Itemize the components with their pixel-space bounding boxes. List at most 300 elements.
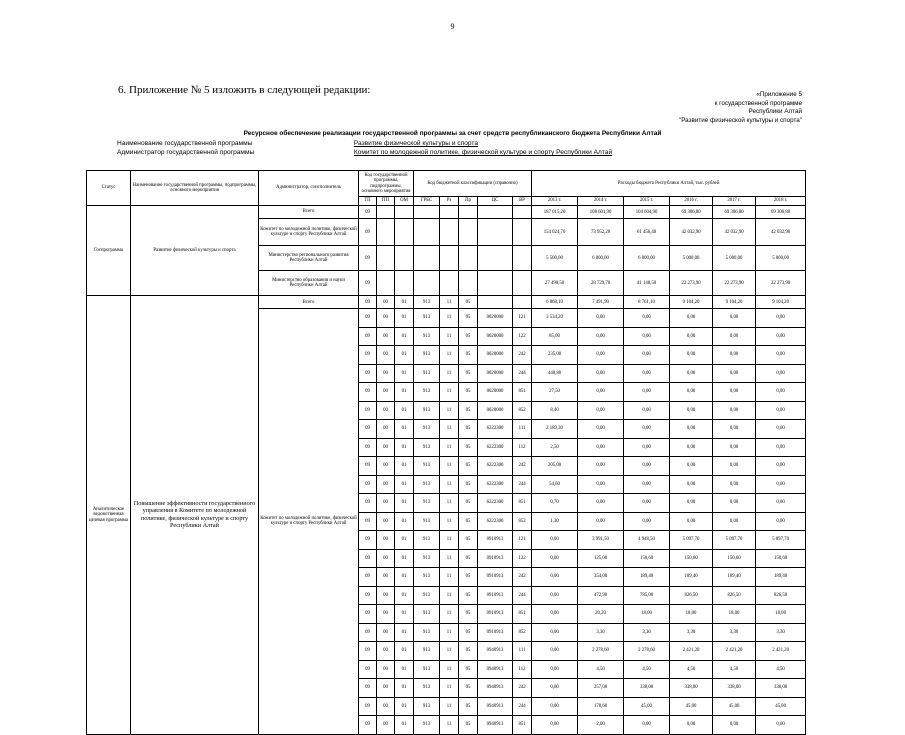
grbs-cell: 913: [414, 475, 440, 494]
amount-cell: 2 421,20: [670, 642, 713, 661]
gp-cell: 09: [359, 420, 377, 439]
amount-cell: 5 500,00: [532, 246, 578, 271]
om-cell: 01: [395, 494, 414, 513]
amount-cell: 22 273,90: [670, 271, 713, 296]
amount-cell: 54,60: [532, 475, 578, 494]
pr-cell: 05: [459, 642, 478, 661]
amount-cell: 27 490,50: [532, 271, 578, 296]
header-name: Наименование государственной программы, подпрограммы, основного мероприятия: [131, 171, 259, 206]
amount-cell: 69 306,80: [756, 206, 806, 219]
vr-cell: 242: [513, 457, 532, 476]
gp-cell: 09: [359, 219, 377, 246]
pr-cell: 05: [459, 475, 478, 494]
amount-cell: 189,40: [624, 568, 670, 587]
om-cell: 01: [395, 457, 414, 476]
pr-cell: 05: [459, 512, 478, 531]
grbs-cell: 913: [414, 697, 440, 716]
rz-cell: 11: [440, 327, 459, 346]
amount-cell: 9 104,20: [756, 296, 806, 309]
grbs-cell: 913: [414, 296, 440, 309]
amount-cell: 4,50: [756, 660, 806, 679]
amount-cell: 0,00: [756, 475, 806, 494]
amount-cell: 22 273,90: [713, 271, 756, 296]
gp-cell: 09: [359, 327, 377, 346]
program-name-label: Наименование государственной программы: [117, 140, 253, 147]
rz-cell: 11: [440, 716, 459, 735]
resource-table: [86, 170, 806, 735]
om-cell: 01: [395, 549, 414, 568]
vr-cell: 851: [513, 605, 532, 624]
cs-cell: 0910913: [478, 531, 513, 550]
amount-cell: 61 456,40: [624, 219, 670, 246]
vr-cell: 852: [513, 623, 532, 642]
cs-cell: 0940913: [478, 697, 513, 716]
amount-cell: 27,50: [532, 383, 578, 402]
amount-cell: 0,00: [624, 327, 670, 346]
amount-cell: 178,60: [578, 697, 624, 716]
empty-cell: [459, 246, 478, 271]
rz-cell: 11: [440, 309, 459, 328]
header-2017: 2017 г.: [713, 197, 756, 206]
om-cell: 01: [395, 716, 414, 735]
amount-cell: 0,00: [532, 549, 578, 568]
header-grbs: ГРБС: [414, 197, 440, 206]
cs-cell: 0020000: [478, 309, 513, 328]
amount-cell: 0,00: [670, 327, 713, 346]
amount-cell: 205,00: [532, 457, 578, 476]
administrator-label: Администратор государственной программы: [117, 149, 255, 156]
grbs-cell: 913: [414, 605, 440, 624]
gp-cell: 09: [359, 383, 377, 402]
om-cell: 01: [395, 605, 414, 624]
amount-cell: 45,00: [756, 697, 806, 716]
amount-cell: 354,00: [578, 568, 624, 587]
gp-cell: 09: [359, 512, 377, 531]
pr-cell: 05: [459, 531, 478, 550]
amount-cell: 0,00: [670, 475, 713, 494]
rz-cell: 11: [440, 586, 459, 605]
table-row-total: [87, 296, 806, 309]
amount-cell: 0,00: [713, 327, 756, 346]
amount-cell: 257,00: [578, 679, 624, 698]
amount-cell: 0,00: [670, 309, 713, 328]
cs-cell: 6222300: [478, 512, 513, 531]
amount-cell: 0,00: [578, 346, 624, 365]
amount-cell: 338,00: [624, 679, 670, 698]
empty-cell: [478, 296, 513, 309]
pr-cell: 05: [459, 364, 478, 383]
vr-cell: 242: [513, 568, 532, 587]
amount-cell: 0,00: [756, 327, 806, 346]
empty-cell: [395, 219, 414, 246]
om-cell: 01: [395, 697, 414, 716]
vr-cell: 244: [513, 475, 532, 494]
amount-cell: 2 278,60: [578, 642, 624, 661]
amount-cell: 150,60: [670, 549, 713, 568]
amount-cell: 0,00: [532, 605, 578, 624]
pp-cell: 00: [377, 642, 395, 661]
amount-cell: 0,00: [756, 401, 806, 420]
amount-cell: 0,00: [578, 494, 624, 513]
pp-cell: 00: [377, 475, 395, 494]
vr-cell: 244: [513, 697, 532, 716]
amount-cell: 0,00: [756, 494, 806, 513]
amount-cell: 9 104,20: [670, 296, 713, 309]
section-heading: 6. Приложение № 5 изложить в следующей редакции:: [118, 84, 371, 96]
amount-cell: 0,00: [670, 512, 713, 531]
grbs-cell: 913: [414, 383, 440, 402]
amount-cell: 2 421,20: [756, 642, 806, 661]
amount-cell: 0,00: [713, 475, 756, 494]
header-2015: 2015 г.: [624, 197, 670, 206]
cs-cell: 0910913: [478, 549, 513, 568]
vr-cell: 112: [513, 660, 532, 679]
amount-cell: 0,00: [578, 420, 624, 439]
gp-cell: 09: [359, 642, 377, 661]
gp-cell: 09: [359, 457, 377, 476]
amount-cell: 0,00: [756, 383, 806, 402]
rz-cell: 11: [440, 494, 459, 513]
gp-cell: 09: [359, 679, 377, 698]
amount-cell: 4 948,50: [624, 531, 670, 550]
amount-cell: 0,00: [713, 438, 756, 457]
amount-cell: 3,30: [670, 623, 713, 642]
amount-cell: 0,00: [756, 457, 806, 476]
amount-cell: 0,70: [532, 494, 578, 513]
cs-cell: 6222300: [478, 475, 513, 494]
cs-cell: 0940913: [478, 660, 513, 679]
om-cell: 01: [395, 309, 414, 328]
gp-cell: 09: [359, 309, 377, 328]
amount-cell: 0,00: [713, 512, 756, 531]
cs-cell: 0910913: [478, 568, 513, 587]
amount-cell: 0,00: [624, 475, 670, 494]
status-cell: Госпрограмма: [87, 206, 131, 296]
amount-cell: 69 306,80: [670, 206, 713, 219]
amount-cell: 338,00: [756, 679, 806, 698]
cs-cell: 0940913: [478, 642, 513, 661]
amount-cell: 0,00: [713, 364, 756, 383]
header-cs: ЦС: [478, 197, 513, 206]
amount-cell: 0,00: [756, 309, 806, 328]
pr-cell: 05: [459, 697, 478, 716]
amount-cell: 5 000,00: [713, 246, 756, 271]
pp-cell: 00: [377, 296, 395, 309]
amount-cell: 0,00: [532, 716, 578, 735]
om-cell: 01: [395, 568, 414, 587]
amount-cell: 0,00: [756, 346, 806, 365]
amount-cell: 108 601,90: [578, 206, 624, 219]
cs-cell: 0020000: [478, 327, 513, 346]
pp-cell: 00: [377, 309, 395, 328]
pp-cell: 00: [377, 401, 395, 420]
name-cell: Повышение эффективности государственного управления в Комитете по молодежной политике, физической культуре и спорту Республики Алтай: [131, 296, 259, 735]
pr-cell: 05: [459, 457, 478, 476]
cs-cell: 6222300: [478, 438, 513, 457]
rz-cell: 11: [440, 364, 459, 383]
amount-cell: 18,00: [670, 605, 713, 624]
amount-cell: 0,00: [532, 697, 578, 716]
amount-cell: 0,00: [532, 568, 578, 587]
amount-cell: 0,00: [670, 438, 713, 457]
empty-cell: [395, 246, 414, 271]
grbs-cell: 913: [414, 549, 440, 568]
vr-cell: 242: [513, 346, 532, 365]
vr-cell: 852: [513, 401, 532, 420]
rz-cell: 11: [440, 679, 459, 698]
program-name-value: Развитие физической культуры и спорта: [353, 140, 479, 147]
grbs-cell: 913: [414, 716, 440, 735]
amount-cell: 150,60: [713, 549, 756, 568]
amount-cell: 42 032,90: [670, 219, 713, 246]
amount-cell: 3 991,50: [578, 531, 624, 550]
amount-cell: 826,50: [670, 586, 713, 605]
report-title: Ресурсное обеспечение реализации государственной программы за счет средств республиканского бюджета Республики Алтай: [243, 130, 662, 137]
amount-cell: 42 032,90: [713, 219, 756, 246]
gp-cell: 09: [359, 660, 377, 679]
amount-cell: 0,00: [756, 716, 806, 735]
amount-cell: 0,00: [578, 457, 624, 476]
grbs-cell: 913: [414, 309, 440, 328]
grbs-cell: 913: [414, 679, 440, 698]
appendix-reference: [562, 91, 802, 125]
amount-cell: 6 000,00: [624, 246, 670, 271]
grbs-cell: 913: [414, 586, 440, 605]
header-2016: 2016 г.: [670, 197, 713, 206]
cs-cell: 0020000: [478, 364, 513, 383]
amount-cell: 150,60: [624, 549, 670, 568]
cs-cell: 6222300: [478, 494, 513, 513]
amount-cell: 0,00: [713, 383, 756, 402]
amount-cell: 125,00: [578, 549, 624, 568]
amount-cell: 0,00: [713, 494, 756, 513]
vr-cell: 851: [513, 494, 532, 513]
pp-cell: 00: [377, 623, 395, 642]
empty-cell: [513, 246, 532, 271]
gp-cell: 09: [359, 296, 377, 309]
empty-cell: [513, 206, 532, 219]
amount-cell: 85,00: [532, 327, 578, 346]
amount-cell: 6 000,00: [578, 246, 624, 271]
admin-cell: Комитет по молодежной политике, физической культуре и спорту Республики Алтай: [259, 309, 359, 735]
empty-cell: [440, 246, 459, 271]
header-om: ОМ: [395, 197, 414, 206]
administrator-value: Комитет по молодежной политике, физической культуре и спорту Республики Алтай: [353, 149, 613, 156]
amount-cell: 0,00: [670, 716, 713, 735]
amount-cell: 0,00: [670, 346, 713, 365]
om-cell: 01: [395, 660, 414, 679]
pr-cell: 05: [459, 296, 478, 309]
amount-cell: 5 097,70: [756, 531, 806, 550]
empty-cell: [440, 271, 459, 296]
amount-cell: 785,00: [624, 586, 670, 605]
vr-cell: 111: [513, 642, 532, 661]
cs-cell: 0020000: [478, 401, 513, 420]
amount-cell: 42 032,90: [756, 219, 806, 246]
table-row: [87, 206, 806, 219]
amount-cell: 150,60: [756, 549, 806, 568]
amount-cell: 0,00: [670, 383, 713, 402]
amount-cell: 2,00: [578, 716, 624, 735]
amount-cell: 235,00: [532, 346, 578, 365]
pr-cell: 05: [459, 605, 478, 624]
amount-cell: 0,00: [578, 383, 624, 402]
vr-cell: 121: [513, 309, 532, 328]
grbs-cell: 913: [414, 364, 440, 383]
page-number: 9: [450, 22, 455, 31]
amount-cell: 338,00: [670, 679, 713, 698]
amount-cell: 4,50: [713, 660, 756, 679]
amount-cell: 0,00: [578, 475, 624, 494]
amount-cell: 0,00: [578, 327, 624, 346]
amount-cell: 0,00: [670, 420, 713, 439]
vr-cell: 851: [513, 716, 532, 735]
amount-cell: 3,30: [713, 623, 756, 642]
header-2014: 2014 г.: [578, 197, 624, 206]
amount-cell: 0,00: [670, 401, 713, 420]
rz-cell: 11: [440, 420, 459, 439]
amount-cell: 0,00: [713, 346, 756, 365]
rz-cell: 11: [440, 623, 459, 642]
amount-cell: 8,40: [532, 401, 578, 420]
pp-cell: 00: [377, 420, 395, 439]
grbs-cell: 913: [414, 401, 440, 420]
gp-cell: 09: [359, 697, 377, 716]
vr-cell: 851: [513, 383, 532, 402]
amount-cell: 45,00: [713, 697, 756, 716]
vr-cell: 112: [513, 438, 532, 457]
empty-cell: [414, 219, 440, 246]
amount-cell: 0,00: [624, 309, 670, 328]
amount-cell: 8 761,10: [624, 296, 670, 309]
amount-cell: 3,30: [578, 623, 624, 642]
pr-cell: 05: [459, 420, 478, 439]
amount-cell: 18,00: [756, 605, 806, 624]
appendix-line: «Приложение 5: [756, 91, 802, 98]
gp-cell: 09: [359, 623, 377, 642]
pp-cell: 00: [377, 383, 395, 402]
amount-cell: 69 306,80: [713, 206, 756, 219]
amount-cell: 154 024,70: [532, 219, 578, 246]
om-cell: 01: [395, 438, 414, 457]
pp-cell: 00: [377, 568, 395, 587]
amount-cell: 0,00: [624, 716, 670, 735]
amount-cell: 3,30: [624, 623, 670, 642]
pr-cell: 05: [459, 346, 478, 365]
header-pp: ПП: [377, 197, 395, 206]
empty-cell: [478, 271, 513, 296]
amount-cell: 0,00: [713, 309, 756, 328]
grbs-cell: 913: [414, 531, 440, 550]
pr-cell: 05: [459, 309, 478, 328]
om-cell: 01: [395, 364, 414, 383]
vr-cell: 122: [513, 327, 532, 346]
amount-cell: 826,50: [713, 586, 756, 605]
header-2013: 2013 г.: [532, 197, 578, 206]
amount-cell: 0,00: [713, 457, 756, 476]
amount-cell: 0,00: [624, 401, 670, 420]
amount-cell: 0,00: [624, 457, 670, 476]
appendix-line: к государственной программе: [714, 99, 802, 107]
grbs-cell: 913: [414, 457, 440, 476]
gp-cell: 09: [359, 494, 377, 513]
cs-cell: 0910913: [478, 605, 513, 624]
administrator-row: [117, 149, 612, 156]
rz-cell: 11: [440, 642, 459, 661]
amount-cell: 20,20: [578, 605, 624, 624]
amount-cell: 6 868,10: [532, 296, 578, 309]
amount-cell: 0,00: [624, 420, 670, 439]
amount-cell: 5 097,70: [670, 531, 713, 550]
amount-cell: 45,00: [624, 697, 670, 716]
amount-cell: 189,40: [713, 568, 756, 587]
amount-cell: 2,50: [532, 438, 578, 457]
amount-cell: 5 000,00: [756, 246, 806, 271]
pp-cell: 00: [377, 660, 395, 679]
amount-cell: 45,00: [670, 697, 713, 716]
gp-cell: 09: [359, 271, 377, 296]
pr-cell: 05: [459, 623, 478, 642]
amount-cell: 0,00: [578, 364, 624, 383]
amount-cell: 0,00: [756, 512, 806, 531]
rz-cell: 11: [440, 568, 459, 587]
amount-cell: 2 189,30: [532, 420, 578, 439]
om-cell: 01: [395, 623, 414, 642]
amount-cell: 0,00: [713, 716, 756, 735]
cs-cell: 0020000: [478, 383, 513, 402]
cs-cell: 0940913: [478, 679, 513, 698]
amount-cell: 0,00: [578, 438, 624, 457]
admin-cell: Всего: [259, 206, 359, 219]
amount-cell: 826,50: [756, 586, 806, 605]
amount-cell: 0,00: [624, 364, 670, 383]
amount-cell: 3 534,20: [532, 309, 578, 328]
gp-cell: 09: [359, 364, 377, 383]
pr-cell: 05: [459, 549, 478, 568]
gp-cell: 09: [359, 605, 377, 624]
pp-cell: 00: [377, 327, 395, 346]
gp-cell: 09: [359, 549, 377, 568]
header-pr: Пр: [459, 197, 478, 206]
vr-cell: 244: [513, 364, 532, 383]
grbs-cell: 913: [414, 420, 440, 439]
rz-cell: 11: [440, 605, 459, 624]
om-cell: 01: [395, 512, 414, 531]
admin-cell: Министерство образования и науки Республики Алтай: [259, 271, 359, 296]
rz-cell: 11: [440, 512, 459, 531]
empty-cell: [414, 271, 440, 296]
empty-cell: [478, 219, 513, 246]
pp-cell: 00: [377, 679, 395, 698]
empty-cell: [459, 206, 478, 219]
empty-cell: [377, 206, 395, 219]
amount-cell: 0,00: [578, 512, 624, 531]
amount-cell: 0,00: [532, 642, 578, 661]
amount-cell: 0,00: [532, 531, 578, 550]
header-admin: Администратор, соисполнитель: [259, 171, 359, 206]
amount-cell: 9 104,20: [713, 296, 756, 309]
amount-cell: 1,30: [532, 512, 578, 531]
empty-cell: [459, 271, 478, 296]
amount-cell: 338,00: [713, 679, 756, 698]
header-status: Статус: [87, 171, 131, 206]
pp-cell: 00: [377, 364, 395, 383]
pp-cell: 00: [377, 438, 395, 457]
empty-cell: [377, 246, 395, 271]
header-code-budget: Код бюджетной классификации (справочно): [414, 171, 532, 197]
amount-cell: 0,00: [532, 679, 578, 698]
amount-cell: 189,40: [670, 568, 713, 587]
